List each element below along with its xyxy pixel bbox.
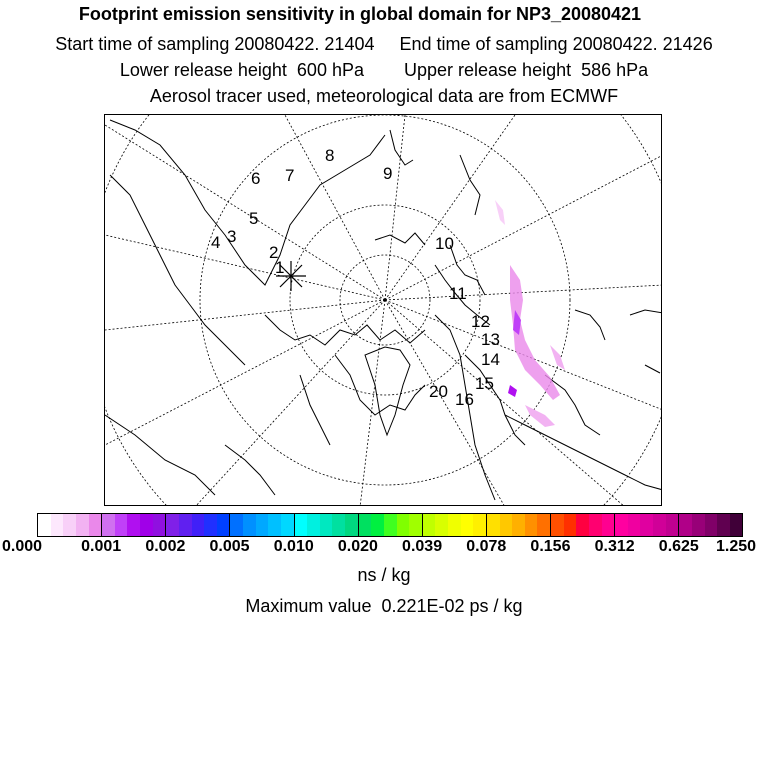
colorbar-cell [666,514,680,536]
colorbar-cell [409,514,423,536]
colorbar-cell [102,514,115,536]
colorbar-cell [281,514,295,536]
colorbar-cell [51,514,64,536]
colorbar-cell [473,514,487,536]
polar-stereographic-map [104,114,662,506]
colorbar-cell [653,514,666,536]
colorbar-cell [371,514,384,536]
colorbar [37,513,743,537]
colorbar-units: ns / kg [357,565,411,585]
colorbar-tick-label: 0.005 [209,538,250,555]
colorbar-tick-label: 0.039 [402,538,443,555]
colorbar-cell [345,514,359,536]
colorbar-cell [359,514,372,536]
colorbar-cell [230,514,243,536]
traj-label: 20 [429,382,448,401]
map-canvas [105,115,662,506]
colorbar-tick-label: 0.020 [337,538,378,555]
colorbar-cell [589,514,602,536]
traj-label: 9 [383,164,393,183]
colorbar-cell [268,514,281,536]
colorbar-cell [76,514,89,536]
traj-label: 2 [269,243,279,262]
colorbar-cell [487,514,500,536]
tracer-info: Aerosol tracer used, meteorological data are from ECMWF [149,86,619,106]
colorbar-cell [307,514,320,536]
traj-label: 3 [227,227,237,246]
colorbar-cell [89,514,103,536]
traj-label: 12 [471,312,490,331]
colorbar-cell [500,514,513,536]
trajectory-labels [211,146,500,409]
colorbar-cell [192,514,205,536]
colorbar-tick-label: 0.078 [466,538,507,555]
colorbar-tick-label: 0.001 [81,538,122,555]
colorbar-cell [679,514,692,536]
maximum-value: Maximum value 0.221E-02 ps / kg [245,596,523,616]
colorbar-cell [63,514,76,536]
traj-label: 16 [455,390,474,409]
colorbar-tick-labels [0,537,768,559]
traj-label: 1 [275,258,285,277]
traj-label: 11 [449,284,467,303]
colorbar-cell [423,514,436,536]
colorbar-cell [38,514,51,536]
colorbar-tick-label: 0.000 [1,538,43,555]
colorbar-cell [717,514,730,536]
colorbar-cell [127,514,140,536]
colorbar-tick-label: 0.625 [658,538,699,555]
colorbar-cell [295,514,308,536]
colorbar-cell [332,514,345,536]
plot-title: Footprint emission sensitivity in global domain for NP3_20080421 [78,4,642,24]
traj-label: 15 [475,374,494,393]
colorbar-tick-label: 0.312 [594,538,635,555]
colorbar-cell [217,514,231,536]
colorbar-cell [628,514,641,536]
colorbar-cell [461,514,474,536]
colorbar-cell [397,514,410,536]
traj-label: 7 [285,166,295,185]
traj-label: 8 [325,146,335,165]
traj-label: 6 [251,169,261,188]
colorbar-cell [602,514,616,536]
colorbar-cell [705,514,718,536]
colorbar-cell [243,514,256,536]
colorbar-cell [640,514,653,536]
colorbar-cell [256,514,269,536]
traj-label: 13 [481,330,500,349]
traj-label: 5 [249,209,259,228]
colorbar-cell [204,514,217,536]
sensitivity-field [495,200,565,427]
colorbar-cell [564,514,577,536]
colorbar-cell [525,514,538,536]
colorbar-cell [384,514,397,536]
colorbar-cell [166,514,179,536]
colorbar-cell [179,514,192,536]
traj-label: 4 [211,233,221,252]
colorbar-tick-label: 0.010 [273,538,314,555]
colorbar-cell [730,514,743,536]
colorbar-cell [435,514,448,536]
colorbar-cell [512,514,525,536]
colorbar-cell [615,514,628,536]
traj-label: 14 [481,350,500,369]
colorbar-cell [140,514,153,536]
colorbar-cell [576,514,589,536]
colorbar-cell [537,514,551,536]
colorbar-cell [320,514,333,536]
colorbar-cell [692,514,705,536]
colorbar-cell [551,514,564,536]
colorbar-tick-label: 0.002 [145,538,186,555]
colorbar-tick-label: 1.250 [715,538,757,555]
release-height: Lower release height 600 hPa Upper release height 586 hPa [119,60,649,80]
colorbar-cell [448,514,461,536]
traj-label: 10 [435,234,454,253]
colorbar-tick-label: 0.156 [530,538,571,555]
colorbar-cell [153,514,167,536]
colorbar-cell [115,514,128,536]
sampling-time: Start time of sampling 20080422. 21404 End time of sampling 20080422. 21426 [55,34,713,54]
